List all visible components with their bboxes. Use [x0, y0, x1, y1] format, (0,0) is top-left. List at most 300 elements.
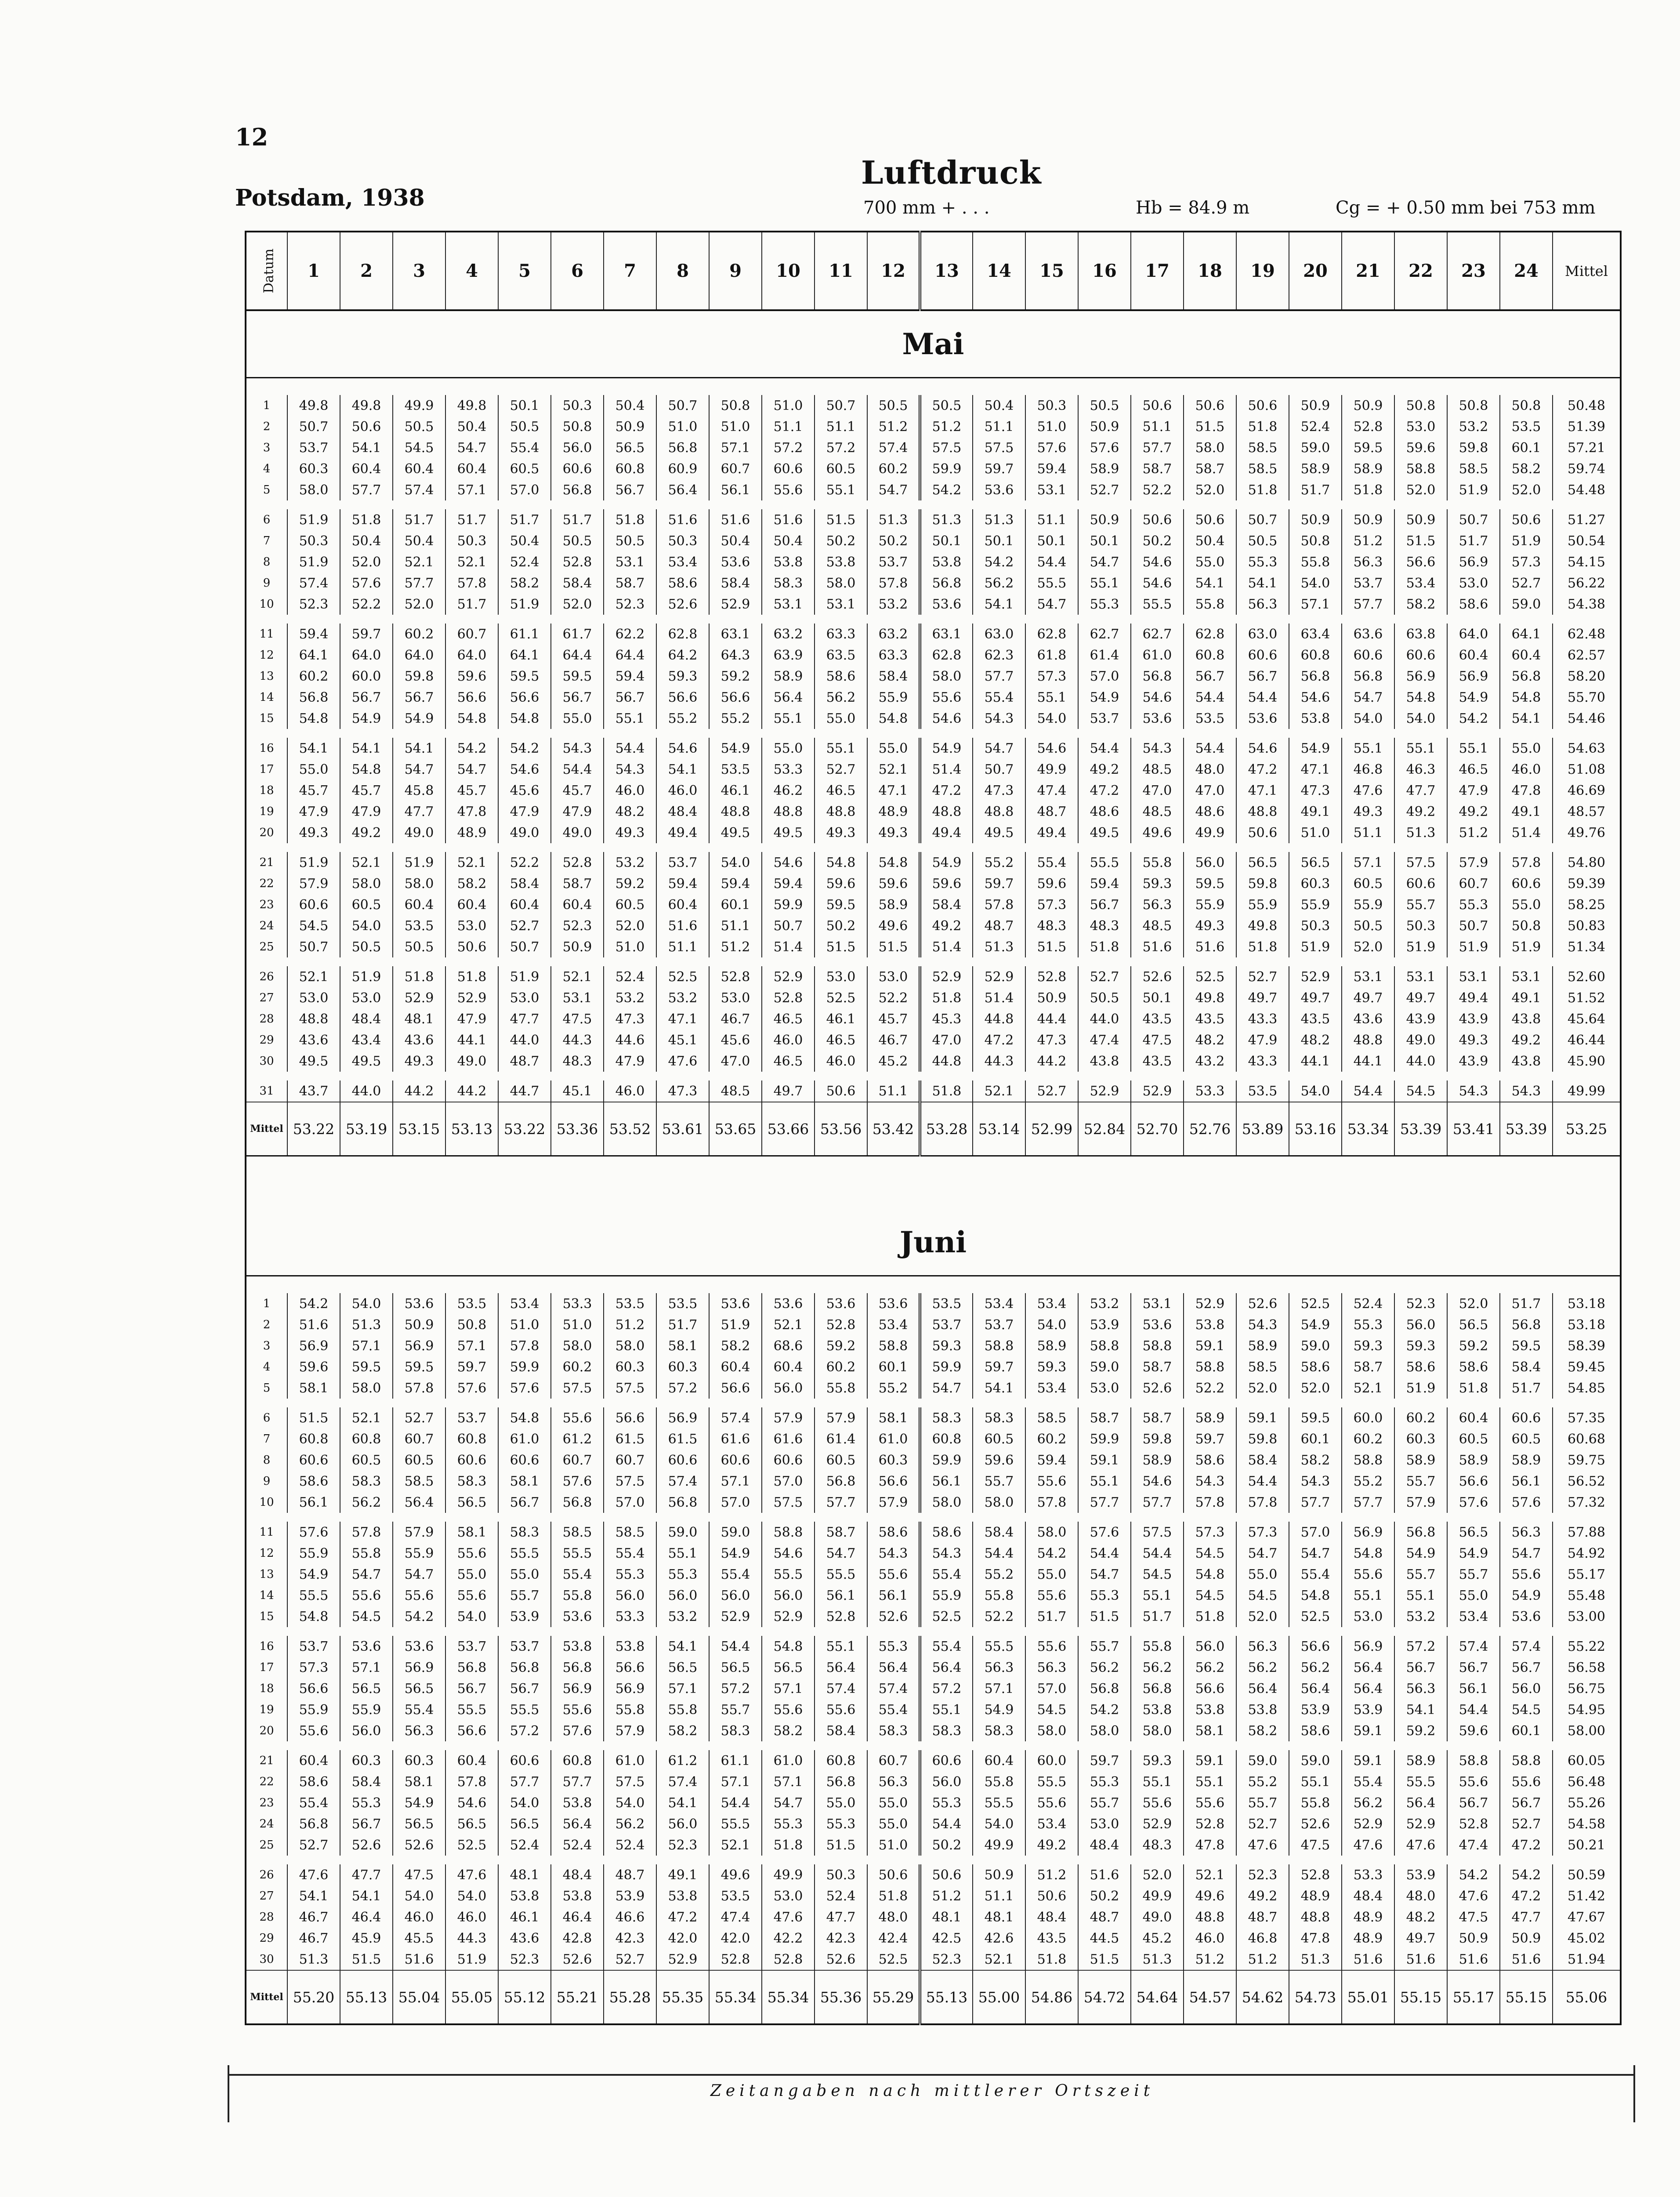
- value-cell: 59.5: [1500, 1335, 1553, 1356]
- value-cell: 60.2: [287, 666, 340, 687]
- value-cell: 59.9: [762, 894, 815, 915]
- value-cell: 46.1: [815, 1008, 867, 1030]
- hourly-mean-cell: 55.20: [287, 1970, 340, 2024]
- value-cell: 50.1: [498, 395, 551, 416]
- value-cell: 54.4: [709, 1636, 762, 1657]
- value-cell: 53.4: [498, 1293, 551, 1314]
- value-cell: 55.6: [445, 1585, 498, 1606]
- value-cell: 55.4: [920, 1564, 973, 1585]
- value-cell: 47.5: [1289, 1834, 1342, 1856]
- value-cell: 58.1: [656, 1335, 709, 1356]
- value-cell: 51.7: [1131, 1606, 1184, 1627]
- value-cell: 55.0: [1236, 1564, 1289, 1585]
- value-cell: 54.4: [1025, 551, 1078, 573]
- value-cell: 63.8: [1394, 624, 1447, 645]
- value-cell: 56.8: [445, 1657, 498, 1678]
- value-cell: 56.5: [1236, 852, 1289, 873]
- value-cell: 59.5: [815, 894, 867, 915]
- hourly-mean-cell: 54.62: [1236, 1970, 1289, 2024]
- value-cell: 51.9: [393, 852, 445, 873]
- value-cell: 60.4: [762, 1356, 815, 1378]
- value-cell: 52.9: [656, 1949, 709, 1970]
- value-cell: 54.8: [1394, 687, 1447, 708]
- value-cell: 55.6: [1447, 1771, 1500, 1792]
- hourly-mean-cell: 54.72: [1078, 1970, 1131, 2024]
- value-cell: 54.0: [445, 1885, 498, 1907]
- value-cell: 51.1: [973, 416, 1025, 437]
- value-cell: 47.6: [1394, 1834, 1447, 1856]
- value-cell: 56.9: [656, 1407, 709, 1428]
- value-cell: 50.4: [709, 530, 762, 551]
- value-cell: 49.8: [1236, 915, 1289, 936]
- value-cell: 47.2: [973, 1030, 1025, 1051]
- value-cell: 49.2: [1500, 1030, 1553, 1051]
- value-cell: 54.4: [973, 1543, 1025, 1564]
- value-cell: 59.5: [1289, 1407, 1342, 1428]
- value-cell: 47.5: [1447, 1907, 1500, 1928]
- value-cell: 58.9: [1500, 1450, 1553, 1471]
- value-cell: 53.1: [1500, 966, 1553, 987]
- row-mean-cell: 53.18: [1568, 1317, 1605, 1333]
- value-cell: 49.7: [762, 1080, 815, 1102]
- value-cell: 53.0: [1394, 416, 1447, 437]
- value-cell: 47.6: [1447, 1885, 1500, 1907]
- value-cell: 53.7: [445, 1407, 498, 1428]
- value-cell: 53.8: [551, 1636, 604, 1657]
- value-cell: 44.0: [340, 1080, 393, 1102]
- table-row: [246, 1834, 1621, 1856]
- spacer-cell: [246, 1276, 1621, 1294]
- value-cell: 55.6: [1025, 1636, 1078, 1657]
- value-cell: 54.7: [1236, 1543, 1289, 1564]
- value-cell: 51.6: [1342, 1949, 1394, 1970]
- value-cell: 52.9: [762, 1606, 815, 1627]
- day-cell: 29: [246, 1928, 287, 1949]
- value-cell: 53.5: [1184, 708, 1236, 729]
- table-row: [246, 1771, 1621, 1792]
- value-cell: 57.6: [445, 1378, 498, 1399]
- row-mean-cell: 47.67: [1568, 1909, 1605, 1925]
- value-cell: 55.3: [920, 1792, 973, 1813]
- value-cell: 56.6: [445, 1720, 498, 1741]
- value-cell: 56.4: [551, 1813, 604, 1834]
- value-cell: 51.3: [867, 509, 920, 530]
- value-cell: 48.1: [973, 1907, 1025, 1928]
- value-cell: 57.0: [1078, 666, 1131, 687]
- value-cell: 50.2: [815, 915, 867, 936]
- value-cell: 52.9: [1289, 966, 1342, 987]
- header-hour: 13: [920, 232, 973, 310]
- value-cell: 60.3: [287, 458, 340, 479]
- value-cell: 52.8: [551, 852, 604, 873]
- value-cell: 56.0: [1500, 1678, 1553, 1699]
- value-cell: 46.4: [551, 1907, 604, 1928]
- day-cell: 30: [246, 1949, 287, 1970]
- value-cell: 64.0: [445, 645, 498, 666]
- value-cell: 57.8: [1500, 852, 1553, 873]
- value-cell: 64.3: [709, 645, 762, 666]
- value-cell: 47.5: [1131, 1030, 1184, 1051]
- hourly-mean-cell: 52.70: [1131, 1102, 1184, 1156]
- value-cell: 55.2: [1342, 1471, 1394, 1492]
- value-cell: 61.0: [867, 1428, 920, 1450]
- value-cell: 57.8: [340, 1522, 393, 1543]
- row-mean-cell: 51.34: [1568, 939, 1605, 955]
- value-cell: 52.6: [1236, 1293, 1289, 1314]
- value-cell: 53.5: [445, 1293, 498, 1314]
- value-cell: 60.3: [1289, 873, 1342, 894]
- value-cell: 52.9: [920, 966, 973, 987]
- value-cell: 63.1: [709, 624, 762, 645]
- value-cell: 53.1: [1394, 966, 1447, 987]
- value-cell: 52.8: [815, 1314, 867, 1335]
- value-cell: 52.5: [656, 966, 709, 987]
- value-cell: 52.2: [1184, 1378, 1236, 1399]
- value-cell: 60.4: [287, 1750, 340, 1771]
- value-cell: 54.1: [1236, 573, 1289, 594]
- row-mean-cell: 56.52: [1568, 1473, 1605, 1489]
- value-cell: 54.1: [393, 738, 445, 759]
- value-cell: 50.6: [1236, 395, 1289, 416]
- value-cell: 47.4: [1078, 1030, 1131, 1051]
- value-cell: 63.2: [867, 624, 920, 645]
- value-cell: 52.7: [1078, 479, 1131, 500]
- value-cell: 51.7: [656, 1314, 709, 1335]
- value-cell: 54.1: [1184, 573, 1236, 594]
- value-cell: 48.8: [762, 801, 815, 822]
- value-cell: 57.4: [393, 479, 445, 500]
- value-cell: 56.2: [1078, 1657, 1131, 1678]
- value-cell: 55.3: [656, 1564, 709, 1585]
- table-row: [246, 624, 1621, 645]
- value-cell: 50.5: [1078, 395, 1131, 416]
- value-cell: 55.9: [393, 1543, 445, 1564]
- value-cell: 56.6: [498, 687, 551, 708]
- value-cell: 50.8: [1500, 395, 1553, 416]
- value-cell: 46.1: [709, 780, 762, 801]
- value-cell: 54.9: [1500, 1585, 1553, 1606]
- value-cell: 55.1: [762, 708, 815, 729]
- value-cell: 57.6: [1078, 437, 1131, 458]
- value-cell: 46.5: [815, 780, 867, 801]
- value-cell: 58.7: [1078, 1407, 1131, 1428]
- value-cell: 54.8: [1289, 1585, 1342, 1606]
- value-cell: 56.6: [1394, 551, 1447, 573]
- table-row: [246, 395, 1621, 416]
- value-cell: 45.7: [340, 780, 393, 801]
- value-cell: 51.2: [1025, 1864, 1078, 1885]
- value-cell: 55.4: [498, 437, 551, 458]
- value-cell: 51.9: [1394, 1378, 1447, 1399]
- value-cell: 58.3: [709, 1720, 762, 1741]
- value-cell: 56.7: [1447, 1657, 1500, 1678]
- value-cell: 60.5: [1500, 1428, 1553, 1450]
- value-cell: 56.1: [1447, 1678, 1500, 1699]
- value-cell: 56.6: [1184, 1678, 1236, 1699]
- value-cell: 49.2: [1025, 1834, 1078, 1856]
- value-cell: 58.1: [393, 1771, 445, 1792]
- value-cell: 51.2: [1184, 1949, 1236, 1970]
- row-mean-cell: 56.58: [1568, 1660, 1605, 1675]
- day-cell: 5: [246, 479, 287, 500]
- value-cell: 55.4: [393, 1699, 445, 1720]
- value-cell: 58.3: [973, 1720, 1025, 1741]
- value-cell: 48.0: [1184, 759, 1236, 780]
- value-cell: 55.3: [1078, 594, 1131, 615]
- value-cell: 51.4: [762, 936, 815, 957]
- value-cell: 54.6: [1025, 738, 1078, 759]
- value-cell: 48.4: [656, 801, 709, 822]
- value-cell: 59.2: [1394, 1720, 1447, 1741]
- value-cell: 55.5: [287, 1585, 340, 1606]
- value-cell: 56.6: [867, 1471, 920, 1492]
- header-date: [246, 232, 287, 310]
- cg-note: Cg = + 0.50 mm bei 753 mm: [1336, 198, 1596, 218]
- day-cell: 8: [246, 1450, 287, 1471]
- value-cell: 51.9: [1500, 936, 1553, 957]
- value-cell: 56.0: [920, 1771, 973, 1792]
- value-cell: 43.9: [1447, 1008, 1500, 1030]
- value-cell: 57.4: [709, 1407, 762, 1428]
- day-cell: 19: [246, 1699, 287, 1720]
- value-cell: 60.0: [340, 666, 393, 687]
- value-cell: 57.1: [656, 1678, 709, 1699]
- table-row: [246, 1564, 1621, 1585]
- table-row: [246, 1657, 1621, 1678]
- value-cell: 50.1: [1078, 530, 1131, 551]
- value-cell: 54.0: [1025, 1314, 1078, 1335]
- value-cell: 54.5: [1025, 1699, 1078, 1720]
- day-cell: 5: [246, 1378, 287, 1399]
- value-cell: 52.0: [1289, 1378, 1342, 1399]
- value-cell: 44.5: [1078, 1928, 1131, 1949]
- value-cell: 52.4: [1289, 416, 1342, 437]
- value-cell: 60.2: [1342, 1428, 1394, 1450]
- value-cell: 58.7: [1131, 458, 1184, 479]
- row-mean-cell: 51.52: [1568, 990, 1605, 1006]
- value-cell: 48.8: [1236, 801, 1289, 822]
- value-cell: 48.4: [1078, 1834, 1131, 1856]
- value-cell: 53.6: [1500, 1606, 1553, 1627]
- value-cell: 58.0: [340, 873, 393, 894]
- value-cell: 58.3: [920, 1407, 973, 1428]
- value-cell: 61.2: [656, 1750, 709, 1771]
- value-cell: 56.5: [1447, 1314, 1500, 1335]
- value-cell: 50.2: [1078, 1885, 1131, 1907]
- value-cell: 56.9: [287, 1335, 340, 1356]
- value-cell: 52.8: [1447, 1813, 1500, 1834]
- value-cell: 55.4: [287, 1792, 340, 1813]
- value-cell: 60.6: [551, 458, 604, 479]
- value-cell: 56.6: [656, 687, 709, 708]
- value-cell: 48.1: [498, 1864, 551, 1885]
- value-cell: 49.4: [920, 822, 973, 843]
- spacer-cell: [246, 843, 1621, 852]
- row-mean-cell: 48.57: [1568, 804, 1605, 819]
- value-cell: 52.8: [1342, 416, 1394, 437]
- value-cell: 59.6: [1447, 1720, 1500, 1741]
- value-cell: 46.7: [709, 1008, 762, 1030]
- value-cell: 55.6: [393, 1585, 445, 1606]
- hourly-mean-cell: 53.42: [867, 1102, 920, 1156]
- value-cell: 53.4: [973, 1293, 1025, 1314]
- value-cell: 49.8: [445, 395, 498, 416]
- value-cell: 56.8: [920, 573, 973, 594]
- value-cell: 44.2: [445, 1080, 498, 1102]
- left-rule: [228, 2065, 229, 2122]
- value-cell: 51.7: [445, 594, 498, 615]
- value-cell: 48.5: [1131, 915, 1184, 936]
- hourly-mean-cell: 55.29: [867, 1970, 920, 2024]
- value-cell: 55.5: [498, 1543, 551, 1564]
- value-cell: 59.2: [709, 666, 762, 687]
- value-cell: 50.7: [656, 395, 709, 416]
- value-cell: 54.1: [287, 738, 340, 759]
- value-cell: 58.6: [920, 1522, 973, 1543]
- value-cell: 63.3: [867, 645, 920, 666]
- page-number: 12: [235, 123, 268, 151]
- value-cell: 51.2: [867, 416, 920, 437]
- mean-row: [246, 1970, 1621, 2024]
- value-cell: 58.3: [498, 1522, 551, 1543]
- value-cell: 53.3: [604, 1606, 656, 1627]
- day-cell: 16: [246, 1636, 287, 1657]
- value-cell: 51.1: [1131, 416, 1184, 437]
- value-cell: 57.7: [340, 479, 393, 500]
- value-cell: 52.7: [1078, 966, 1131, 987]
- value-cell: 51.8: [920, 1080, 973, 1102]
- value-cell: 55.6: [1131, 1792, 1184, 1813]
- value-cell: 58.9: [1025, 1335, 1078, 1356]
- value-cell: 60.6: [498, 1750, 551, 1771]
- value-cell: 55.8: [604, 1699, 656, 1720]
- value-cell: 51.3: [920, 509, 973, 530]
- value-cell: 52.1: [445, 551, 498, 573]
- value-cell: 61.1: [709, 1750, 762, 1771]
- value-cell: 55.7: [1394, 894, 1447, 915]
- value-cell: 54.2: [498, 738, 551, 759]
- header-hour: 2: [340, 232, 393, 310]
- value-cell: 46.0: [656, 780, 709, 801]
- value-cell: 57.0: [709, 1492, 762, 1513]
- value-cell: 55.7: [1447, 1564, 1500, 1585]
- value-cell: 43.8: [1500, 1051, 1553, 1072]
- hourly-mean-cell: 55.05: [445, 1970, 498, 2024]
- value-cell: 50.9: [1289, 395, 1342, 416]
- value-cell: 48.1: [920, 1907, 973, 1928]
- value-cell: 54.3: [604, 759, 656, 780]
- value-cell: 45.3: [920, 1008, 973, 1030]
- value-cell: 56.9: [393, 1335, 445, 1356]
- value-cell: 56.3: [973, 1657, 1025, 1678]
- value-cell: 52.5: [445, 1834, 498, 1856]
- value-cell: 50.6: [920, 1864, 973, 1885]
- value-cell: 51.8: [1447, 1378, 1500, 1399]
- value-cell: 52.3: [920, 1949, 973, 1970]
- value-cell: 54.7: [1078, 1564, 1131, 1585]
- value-cell: 52.0: [1447, 1293, 1500, 1314]
- value-cell: 64.1: [287, 645, 340, 666]
- value-cell: 60.5: [340, 894, 393, 915]
- value-cell: 51.6: [1447, 1949, 1500, 1970]
- value-cell: 59.4: [604, 666, 656, 687]
- header-hour: 15: [1025, 232, 1078, 310]
- value-cell: 58.6: [287, 1771, 340, 1792]
- value-cell: 53.2: [1078, 1293, 1131, 1314]
- row-mean-cell: 50.59: [1568, 1867, 1605, 1883]
- value-cell: 58.7: [1131, 1356, 1184, 1378]
- value-cell: 53.8: [920, 551, 973, 573]
- value-cell: 58.7: [1131, 1407, 1184, 1428]
- value-cell: 52.5: [1184, 966, 1236, 987]
- value-cell: 58.3: [920, 1720, 973, 1741]
- value-cell: 48.9: [1342, 1907, 1394, 1928]
- value-cell: 51.4: [973, 987, 1025, 1008]
- value-cell: 51.0: [762, 395, 815, 416]
- table-row: [246, 1699, 1621, 1720]
- value-cell: 56.9: [1394, 666, 1447, 687]
- value-cell: 54.5: [1184, 1543, 1236, 1564]
- value-cell: 48.3: [551, 1051, 604, 1072]
- hourly-mean-cell: 55.00: [973, 1970, 1025, 2024]
- value-cell: 45.7: [551, 780, 604, 801]
- value-cell: 62.8: [656, 624, 709, 645]
- value-cell: 56.6: [1447, 1471, 1500, 1492]
- value-cell: 60.0: [1025, 1750, 1078, 1771]
- value-cell: 60.6: [762, 1450, 815, 1471]
- value-cell: 55.1: [815, 479, 867, 500]
- value-cell: 53.7: [973, 1314, 1025, 1335]
- row-mean-cell: 55.26: [1568, 1795, 1605, 1811]
- value-cell: 51.7: [1289, 479, 1342, 500]
- value-cell: 51.1: [1342, 822, 1394, 843]
- table-row: [246, 1585, 1621, 1606]
- value-cell: 50.6: [1131, 395, 1184, 416]
- mean-row-label: Mittel: [246, 1970, 287, 2024]
- value-cell: 54.9: [973, 1699, 1025, 1720]
- value-cell: 58.0: [340, 1378, 393, 1399]
- value-cell: 50.8: [1500, 915, 1553, 936]
- value-cell: 53.4: [1025, 1813, 1078, 1834]
- value-cell: 54.2: [393, 1606, 445, 1627]
- value-cell: 56.8: [551, 479, 604, 500]
- value-cell: 51.3: [973, 936, 1025, 957]
- value-cell: 44.4: [1025, 1008, 1078, 1030]
- value-cell: 55.6: [551, 1407, 604, 1428]
- value-cell: 55.2: [1236, 1771, 1289, 1792]
- value-cell: 52.9: [1131, 1813, 1184, 1834]
- hourly-mean-cell: 53.14: [973, 1102, 1025, 1156]
- value-cell: 57.7: [1342, 1492, 1394, 1513]
- value-cell: 52.4: [604, 966, 656, 987]
- day-cell: 9: [246, 1471, 287, 1492]
- row-mean-cell: 58.00: [1568, 1723, 1605, 1739]
- value-cell: 50.5: [393, 936, 445, 957]
- value-cell: 47.6: [656, 1051, 709, 1072]
- value-cell: 52.9: [393, 987, 445, 1008]
- value-cell: 57.9: [393, 1522, 445, 1543]
- value-cell: 52.4: [815, 1885, 867, 1907]
- value-cell: 57.8: [867, 573, 920, 594]
- value-cell: 57.7: [498, 1771, 551, 1792]
- value-cell: 54.0: [393, 1885, 445, 1907]
- value-cell: 55.3: [604, 1564, 656, 1585]
- value-cell: 55.0: [1447, 1585, 1500, 1606]
- value-cell: 44.1: [1342, 1051, 1394, 1072]
- value-cell: 54.7: [445, 759, 498, 780]
- day-cell: 18: [246, 780, 287, 801]
- value-cell: 43.2: [1184, 1051, 1236, 1072]
